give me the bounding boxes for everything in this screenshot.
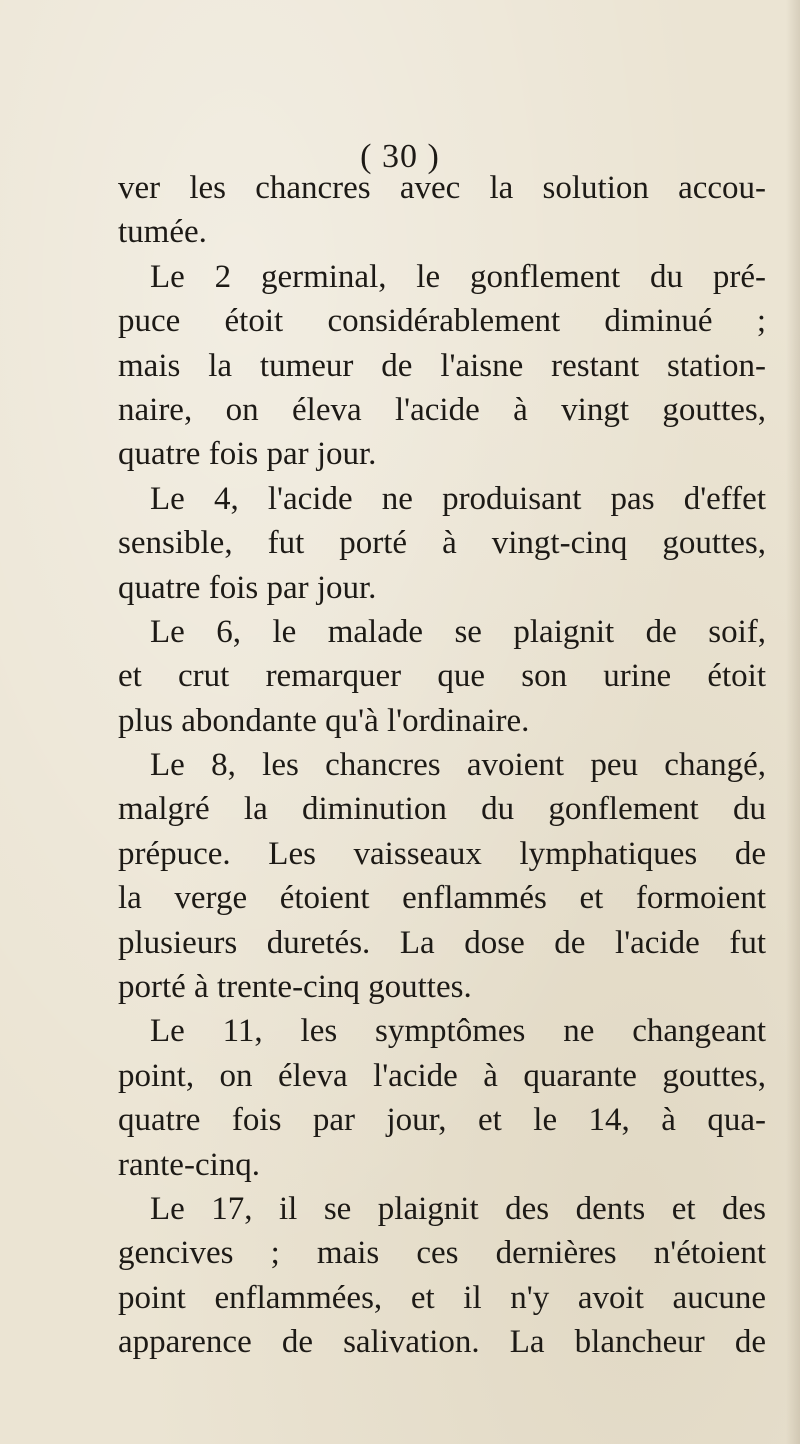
text-line: Le 4, l'acide ne produisant pas d'effet: [150, 480, 766, 517]
page-number: ( 30 ): [360, 138, 440, 175]
text-line: Le 8, les chancres avoient peu changé,: [150, 747, 766, 784]
text-line: Le 6, le malade se plaignit de soif,: [150, 613, 766, 650]
text-line: ver les chancres avec la solution accou-: [118, 170, 766, 206]
text-line: Le 2 germinal, le gonflement du pré-: [150, 258, 766, 295]
text-line: apparence de salivation. La blancheur de: [118, 1324, 766, 1361]
text-line: naire, on éleva l'acide à vingt gouttes,: [118, 391, 766, 428]
text-line: et crut remarquer que son urine étoit: [118, 658, 766, 695]
text-line: mais la tumeur de l'aisne restant station-: [118, 347, 766, 384]
text-line: quatre fois par jour, et le 14, à qua-: [118, 1102, 766, 1139]
text-line: plusieurs duretés. La dose de l'acide fut: [118, 924, 766, 961]
text-line: malgré la diminution du gonflement du: [118, 791, 766, 828]
text-line: quatre fois par jour.: [118, 569, 377, 606]
text-line: puce étoit considérablement diminué ;: [118, 303, 766, 340]
text-line: point, on éleva l'acide à quarante gouttes,: [118, 1057, 766, 1094]
text-line: plus abondante qu'à l'ordinaire.: [118, 702, 530, 739]
body-text: [118, 166, 766, 1365]
text-line: sensible, fut porté à vingt-cinq gouttes,: [118, 525, 766, 562]
text-line: Le 11, les symptômes ne changeant: [150, 1013, 766, 1050]
text-line: la verge étoient enflammés et formoient: [118, 880, 766, 917]
text-line: tumée.: [118, 214, 207, 251]
text-line: gencives ; mais ces dernières n'étoient: [118, 1235, 766, 1272]
text-line: prépuce. Les vaisseaux lymphatiques de: [118, 835, 766, 872]
text-line: porté à trente-cinq gouttes.: [118, 969, 472, 1006]
text-line: Le 17, il se plaignit des dents et des: [150, 1190, 766, 1227]
text-line: rante-cinq.: [118, 1146, 261, 1183]
text-line: quatre fois par jour.: [118, 436, 377, 473]
text-line: point enflammées, et il n'y avoit aucune: [118, 1279, 766, 1316]
page-edge-shadow: [786, 0, 800, 1444]
